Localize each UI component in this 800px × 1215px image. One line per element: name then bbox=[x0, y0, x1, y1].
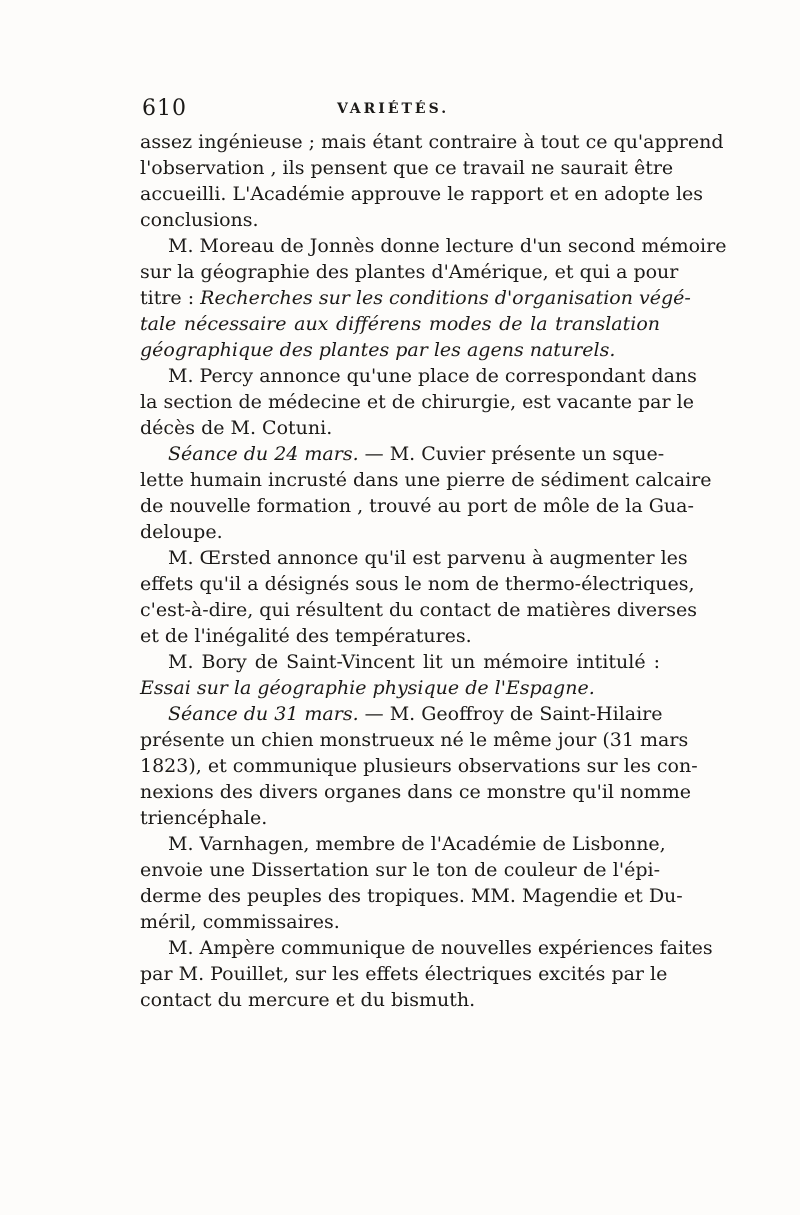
text-segment: titre : bbox=[140, 287, 201, 309]
text-segment: sur la géographie des plantes d'Amérique, et qui a pour bbox=[140, 261, 679, 283]
text-line bbox=[140, 467, 712, 493]
text-segment: assez ingénieuse ; mais étant contraire à tout ce qu'apprend bbox=[140, 131, 724, 153]
text-segment: — M. Geoffroy de Saint-Hilaire bbox=[358, 703, 663, 725]
text-line bbox=[140, 701, 663, 727]
text-segment: derme des peuples des tropiques. MM. Magendie et Du- bbox=[140, 885, 683, 907]
text-line bbox=[140, 883, 683, 909]
italic-text: Recherches sur les conditions d'organisation végé- bbox=[200, 287, 691, 309]
page-number: 610 bbox=[142, 96, 187, 121]
text-segment: — M. Cuvier présente un sque- bbox=[358, 443, 665, 465]
text-segment: conclusions. bbox=[140, 209, 259, 231]
text-line bbox=[140, 961, 668, 987]
italic-text: Essai sur la géographie physique de l'Espagne. bbox=[140, 677, 595, 699]
text-segment: M. Ampère communique de nouvelles expériences faites bbox=[168, 937, 713, 959]
text-segment: c'est-à-dire, qui résultent du contact de matières diverses bbox=[140, 599, 697, 621]
text-line bbox=[140, 415, 660, 441]
text-segment: méril, commissaires. bbox=[140, 911, 340, 933]
text-segment: M. Bory de Saint-Vincent lit un mémoire intitulé : bbox=[168, 651, 660, 673]
text-line bbox=[140, 155, 674, 181]
text-line bbox=[140, 519, 660, 545]
text-line bbox=[140, 831, 666, 857]
text-line bbox=[140, 909, 660, 935]
text-segment: par M. Pouillet, sur les effets électriques excités par le bbox=[140, 963, 668, 985]
text-segment: de nouvelle formation , trouvé au port de môle de la Gua- bbox=[140, 495, 694, 517]
text-line bbox=[140, 337, 660, 363]
text-line bbox=[140, 545, 688, 571]
text-segment: et de l'inégalité des températures. bbox=[140, 625, 472, 647]
italic-text: géographique des plantes par les agens naturels. bbox=[140, 339, 616, 361]
text-segment: triencéphale. bbox=[140, 807, 268, 829]
text-segment: effets qu'il a désignés sous le nom de thermo-électriques, bbox=[140, 573, 695, 595]
text-segment: contact du mercure et du bismuth. bbox=[140, 989, 476, 1011]
text-line bbox=[140, 649, 660, 675]
text-line bbox=[140, 233, 727, 259]
text-line bbox=[140, 597, 697, 623]
italic-text: Séance du 24 mars. bbox=[168, 443, 359, 465]
running-head: VARIÉTÉS. bbox=[337, 101, 450, 117]
text-segment: M. Percy annonce qu'une place de correspondant dans bbox=[168, 365, 697, 387]
text-line bbox=[140, 805, 660, 831]
body-text bbox=[140, 129, 727, 1013]
text-segment: 1823), et communique plusieurs observations sur les con- bbox=[140, 755, 698, 777]
text-line bbox=[140, 727, 689, 753]
text-segment: M. Œrsted annonce qu'il est parvenu à augmenter les bbox=[168, 547, 688, 569]
page-header bbox=[142, 96, 657, 126]
text-segment: accueilli. L'Académie approuve le rapport et en adopte les bbox=[140, 183, 704, 205]
text-line bbox=[140, 311, 660, 337]
text-segment: M. Varnhagen, membre de l'Académie de Lisbonne, bbox=[168, 833, 666, 855]
text-segment: lette humain incrusté dans une pierre de sédiment calcaire bbox=[140, 469, 712, 491]
text-segment: l'observation , ils pensent que ce travail ne saurait être bbox=[140, 157, 674, 179]
text-line bbox=[140, 129, 724, 155]
text-segment: M. Moreau de Jonnès donne lecture d'un second mémoire bbox=[168, 235, 727, 257]
text-line bbox=[140, 181, 704, 207]
text-segment: deloupe. bbox=[140, 521, 223, 543]
text-line bbox=[140, 857, 660, 883]
text-line bbox=[140, 493, 694, 519]
text-line bbox=[140, 207, 660, 233]
text-line bbox=[140, 389, 694, 415]
italic-text: Séance du 31 mars. bbox=[168, 703, 359, 725]
text-line bbox=[140, 753, 698, 779]
text-segment: la section de médecine et de chirurgie, est vacante par le bbox=[140, 391, 694, 413]
text-segment: présente un chien monstrueux né le même jour (31 mars bbox=[140, 729, 689, 751]
text-line bbox=[140, 987, 660, 1013]
text-line bbox=[140, 285, 691, 311]
text-line bbox=[140, 623, 660, 649]
text-segment: nexions des divers organes dans ce monstre qu'il nomme bbox=[140, 781, 691, 803]
italic-text: tale nécessaire aux différens modes de la translation bbox=[140, 313, 660, 335]
text-line bbox=[140, 441, 665, 467]
text-line bbox=[140, 259, 679, 285]
text-segment: envoie une Dissertation sur le ton de couleur de l'épi- bbox=[140, 859, 660, 881]
text-line bbox=[140, 571, 695, 597]
text-line bbox=[140, 363, 697, 389]
text-segment: décès de M. Cotuni. bbox=[140, 417, 333, 439]
text-line bbox=[140, 935, 713, 961]
text-line bbox=[140, 675, 660, 701]
text-line bbox=[140, 779, 691, 805]
